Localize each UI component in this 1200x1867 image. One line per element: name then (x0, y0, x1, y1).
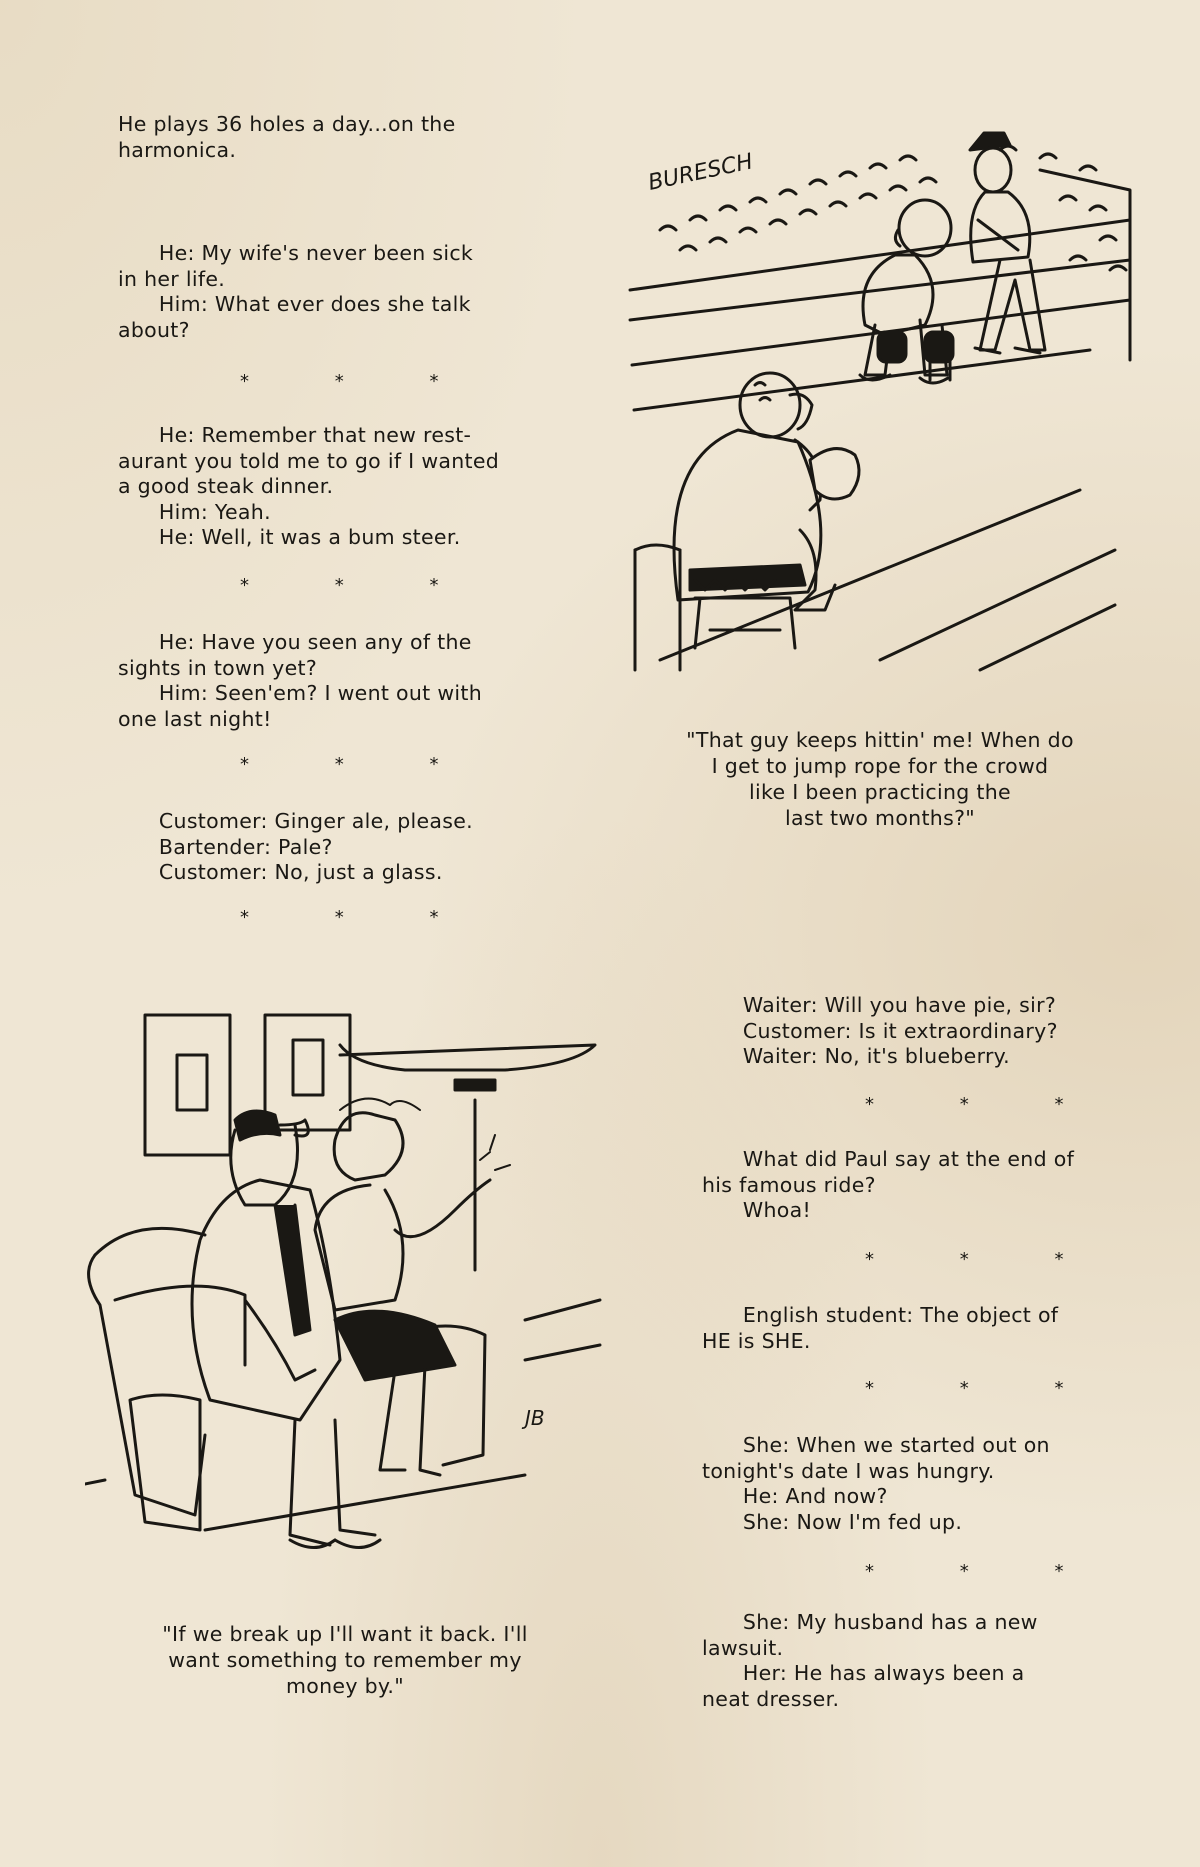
separator-stars: * * * (865, 1249, 1104, 1270)
separator-stars: * * * (865, 1094, 1104, 1115)
cartoon-signature-buresch: BURESCH (646, 149, 756, 196)
separator-stars: * * * (240, 907, 479, 928)
separator-stars: * * * (240, 754, 479, 775)
joke-lawsuit: She: My husband has a new lawsuit. Her: He has always been a neat dresser. (702, 1610, 1038, 1711)
boxing-cartoon-caption: "That guy keeps hittin' me! When do I get to jump rope for the crowd like I been practicing the last two months?" (686, 728, 1074, 830)
couple-cartoon (85, 1000, 605, 1580)
boxing-cartoon (620, 110, 1140, 690)
cartoon-signature-jb: JB (525, 1406, 545, 1430)
separator-stars: * * * (865, 1561, 1104, 1582)
joke-bum-steer: He: Remember that new rest- aurant you told me to go if I wanted a good steak dinner. Him: Yeah. He: Well, it was a bum steer. (118, 423, 500, 549)
joke-english-student: English student: The object of HE is SHE. (702, 1303, 1059, 1353)
separator-stars: * * * (240, 371, 479, 392)
joke-harmonica: He plays 36 holes a day...on the harmonica. (118, 112, 456, 162)
joke-wife-sick: He: My wife's never been sick in her life. Him: What ever does she talk about? (118, 241, 474, 342)
separator-stars: * * * (240, 575, 479, 596)
joke-fed-up: She: When we started out on tonight's date I was hungry. He: And now? She: Now I'm fed up. (702, 1433, 1050, 1534)
joke-ginger-ale: Customer: Ginger ale, please. Bartender: Pale? Customer: No, just a glass. (158, 809, 473, 884)
separator-stars: * * * (865, 1378, 1104, 1399)
joke-sights-in-town: He: Have you seen any of the sights in town yet? Him: Seen'em? I went out with one last night! (118, 630, 483, 731)
couple-cartoon-caption: "If we break up I'll want it back. I'll want something to remember my money by." (162, 1622, 528, 1698)
joke-paul-revere: What did Paul say at the end of his famous ride? Whoa! (702, 1147, 1075, 1222)
joke-blueberry-pie: Waiter: Will you have pie, sir? Customer: Is it extraordinary? Waiter: No, it's blueberry. (742, 993, 1058, 1068)
